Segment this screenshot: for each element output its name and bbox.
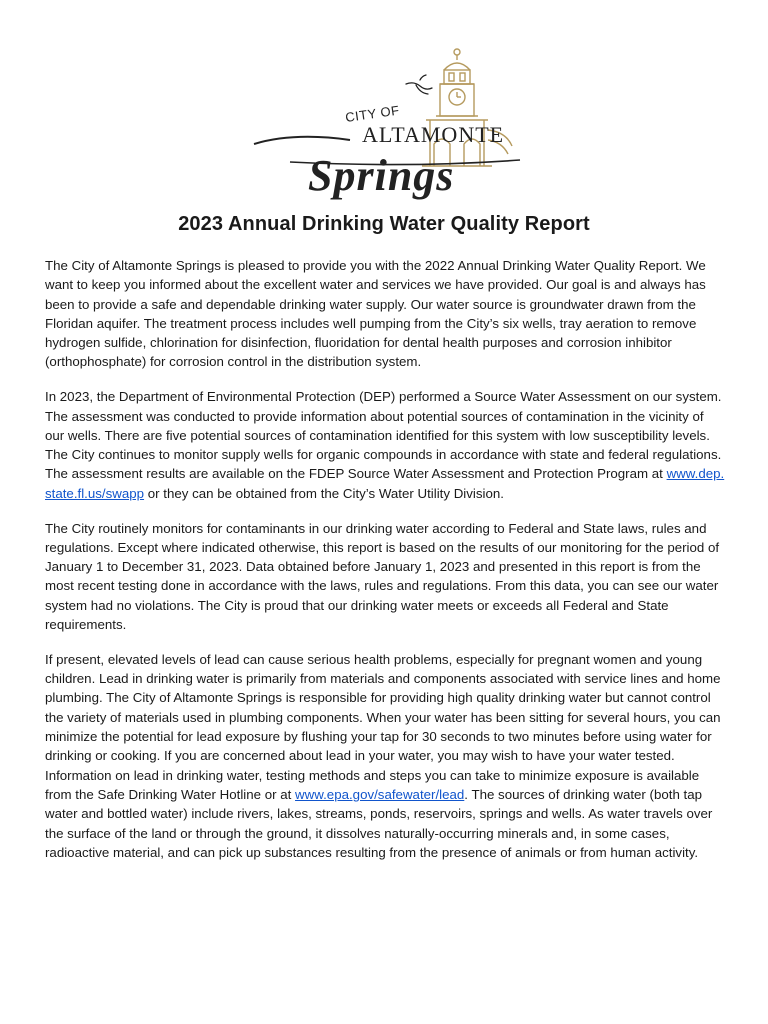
paragraph-text: . The sources of drinking water (both tap water and bottled water) include rivers, lakes, streams, ponds, reservoirs, springs and wells. As water travels over the surface of the land or through the ground, it dissolves naturally-occurring minerals and, in some cases, radioactive material, and can pick up substances resulting from the presence of animals or from human activity. [45,786,713,860]
heron-icon [406,75,432,94]
paragraph-monitoring: The City routinely monitors for contaminants in our drinking water according to Federal and State laws, rules and regulations. Except where indicated otherwise, this report is based on the results of our monitoring for the period of January 1 to December 31, 2023. Data obtained before January 1, 2023 and presented in this report is from the most recent testing done in accordance with the laws, rules and regulations. From this data, you can see our water system had no violations. The City is proud that our drinking water meets or exceeds all Federal and State requirements. [45,520,720,633]
paragraph-text: If present, elevated levels of lead can cause serious health problems, especially for pregnant women and young children. Lead in drinking water is primarily from materials and components associated with service lines and home plumbing. The City of Altamonte Springs is responsible for providing high quality drinking water but cannot control the variety of materials used in plumbing components. When your water has been sitting for several hours, you can minimize the potential for lead exposure by flushing your tap for 30 seconds to two minutes before using water for drinking or cooking. If you are concerned about lead in your water, you may wish to have your water tested. Information on lead in drinking water, testing methods and steps you can take to minimize exposure is available from the Safe Drinking Water Hotline or at [45,651,721,802]
logo-springs: Springs [308,151,455,200]
report-body [45,256,725,878]
swapp-link[interactable]: www.dep. state.fl.us/swapp [45,466,725,501]
paragraph-source-assessment [45,387,725,503]
paragraph-water-source: The City of Altamonte Springs is pleased to provide you with the 2022 Annual Drinking Water Quality Report. We want to keep you informed about the excellent water and services we have provided. Our goal is and always has been to provide a safe and dependable drinking water supply. Our water source is groundwater drawn from the Floridan aquifer. The treatment process includes well pumping from the City’s six wells, tray aeration to remove hydrogen sulfide, chlorination for disinfection, fluoridation for dental health purposes and corrosion inhibitor (orthophosphate) for corrosion control in the distribution system. [45,258,706,370]
page-title: 2023 Annual Drinking Water Quality Report [178,213,590,235]
logo-city-of: CITY OF [344,102,401,125]
city-logo [250,44,522,200]
epa-lead-link[interactable]: www.epa.gov/safewater/lead [295,786,465,802]
paragraph-lead-info [45,650,725,862]
logo-altamonte: ALTAMONTE [362,122,505,147]
paragraph-text: In 2023, the Department of Environmental Protection (DEP) performed a Source Water Assessment on our system. The assessment was conducted to provide information about potential sources of contamination in the vicinity of our wells. There are five potential sources of contamination identified for this system with low susceptibility levels. The City continues to monitor supply wells for organic compounds in accordance with state and federal regulations. The assessment results are available on the FDEP Source Water Assessment and Protection Program at [45,389,722,482]
clock-tower-icon [422,49,512,166]
paragraph-text: or they can be obtained from the City’s Water Utility Division. [144,485,504,501]
